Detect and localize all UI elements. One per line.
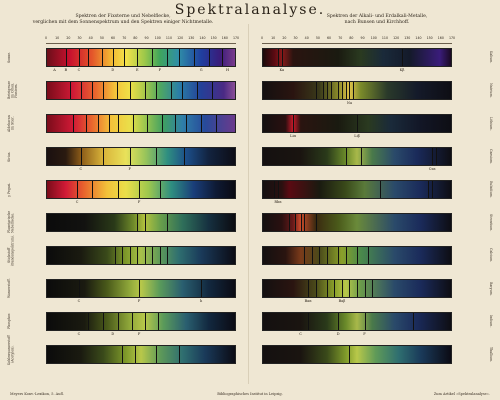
spectral-line [304,247,305,264]
fraunhofer-mark: Liβ [354,134,360,138]
spectral-line [436,148,437,165]
spectral-line [365,313,366,330]
spectrum-label: Natrium. [489,83,493,98]
spectrum-band [262,246,452,265]
spectrum-label: Aldebaran im Stier. [7,115,15,132]
fraunhofer-mark: Ka [279,68,285,72]
spectrum-label: Indium. [489,315,493,328]
spectral-line [361,148,362,165]
spectral-line [73,115,74,132]
spectrum-band [46,147,236,171]
scale-tick: 170 [448,36,456,40]
spectrum-label: Planetarische Nebelflecke. [7,210,15,233]
fraunhofer-mark: Kβ [399,68,405,72]
fraunhofer-mark: Na [346,101,353,105]
spectral-line [201,115,202,132]
spectral-line [160,181,161,198]
spectral-line [293,115,294,132]
fraunhofer-mark: Baβ [338,299,346,303]
scale-tick: 20 [282,36,287,40]
spectral-line [346,148,347,165]
spectral-line [137,247,138,264]
spectral-line [162,115,163,132]
spectrum-row [7,180,238,204]
spectrum-label: Sirius. [7,151,11,162]
spectral-line [432,148,433,165]
fraunhofer-mark: F [363,332,366,336]
spectrum-row [262,246,492,265]
spectrum-row [262,114,493,138]
spectral-line [209,49,210,66]
spectral-line [182,82,183,99]
spectral-line [338,82,339,99]
spectral-line [109,115,110,132]
spectral-line [216,115,217,132]
spectral-line [171,82,172,99]
spectral-line [145,313,146,330]
scale-tick: 160 [437,36,444,40]
scale-tick: 130 [188,36,195,40]
spectrum-band [262,279,452,303]
footer-right: Zum Artikel »Spektralanalyse«. [433,392,490,396]
scale-tick: 60 [327,36,332,40]
scale-tick: 30 [293,36,298,40]
spectral-line [156,346,157,363]
spectral-line [357,280,358,297]
spectral-line [137,49,138,66]
spectrum-label: γ Pegasi. [7,182,11,197]
spectral-line [130,247,131,264]
spectral-line [316,82,317,99]
spectrum-band [262,48,452,72]
spectral-line [357,247,358,264]
right-wavelength-scale [260,36,456,44]
spectral-line [139,280,140,297]
spectral-line [118,181,119,198]
spectral-line [175,115,176,132]
spectral-line [118,313,119,330]
spectrum-band [262,213,452,232]
spectral-line [88,49,89,66]
spectrum-band [262,180,452,204]
spectral-line [79,280,80,297]
fraunhofer-mark: G [199,68,203,72]
spectrum-row [262,279,493,303]
spectral-line [133,115,134,132]
spectrum-band [262,312,452,336]
spectrum-row [262,312,493,336]
spectral-line [197,82,198,99]
spectral-line [349,82,350,99]
spectral-line [137,214,138,231]
spectral-line [319,247,320,264]
scale-tick: 130 [404,36,411,40]
spectral-line [81,148,82,165]
spectrum-band [262,147,452,171]
spectrum-row [262,180,493,204]
spectral-line [135,346,136,363]
spectral-line [145,82,146,99]
left-panel [7,14,240,365]
spectral-line [308,280,309,297]
spectrum-row [8,81,238,100]
spectral-line [349,280,350,297]
scale-tick: 150 [426,36,433,40]
spectral-line [274,181,275,198]
spectral-line [158,313,159,330]
spectral-line [117,82,118,99]
spectral-line [432,181,433,198]
scale-tick: 80 [349,36,354,40]
fraunhofer-mark: F [137,299,141,303]
spectral-line [156,82,157,99]
spectrum-row [262,147,493,171]
spectrum-row [262,81,493,105]
scale-tick: 60 [111,36,116,40]
spectral-line [316,280,317,297]
spectral-line [122,346,123,363]
left-wavelength-scale [44,36,240,44]
spectral-line [92,181,93,198]
spectral-line [102,49,103,66]
spectrum-band [262,81,452,105]
spectral-line [327,247,328,264]
scale-tick: 110 [381,36,388,40]
fraunhofer-mark: C [77,332,81,336]
spectrum-label: Rubidium. [489,181,493,198]
fraunhofer-mark: A [53,68,56,72]
spectral-line [103,313,104,330]
right-heading-line-2: nach Bunsen und Kirchhoff. [344,19,410,25]
spectrum-label: Calcium. [489,248,493,263]
spectral-line [139,181,140,198]
spectral-line [152,49,153,66]
fraunhofer-mark: E [135,68,139,72]
spectral-line [342,280,343,297]
spectral-line [184,148,185,165]
fraunhofer-mark: Liα [290,134,296,138]
spectral-line [145,247,146,264]
fraunhofer-mark: D [111,68,115,72]
spectral-line [334,280,335,297]
spectrum-label: Kohlenwasserstoff (Acetylen). [7,335,15,365]
footer-left: Meyers Konv.-Lexikon, 5. Aufl. [10,392,64,396]
scale-tick: 160 [221,36,228,40]
spectral-line [365,280,366,297]
fraunhofer-mark: Baα [304,299,312,303]
scale-tick: 90 [144,36,149,40]
fraunhofer-mark: C [77,68,81,72]
spectrum-row [262,48,493,72]
spectral-line [167,214,168,231]
spectral-line [380,181,381,198]
scale-tick: 100 [370,36,377,40]
spectrum-band [46,312,236,336]
spectrum-label: Thallium. [489,346,493,363]
scale-tick: 140 [415,36,422,40]
spectral-line [312,247,313,264]
scale-tick: 100 [154,36,161,40]
spectral-line [179,346,180,363]
spectral-line [316,214,317,231]
spectral-line [179,49,180,66]
spectral-line [167,247,168,264]
spectral-line [357,115,358,132]
spectral-line [103,82,104,99]
spectral-line [147,115,148,132]
scale-tick: 90 [360,36,365,40]
spectral-line [349,346,350,363]
left-heading-line-2: verglichen mit dem Sonnenspektrum und den Spektren einiger Nichtmetalle. [32,19,214,25]
spectrum-row [7,147,238,171]
fraunhofer-mark: D [111,332,115,336]
spectral-line [145,214,146,231]
center-gutter [248,24,249,384]
scale-tick: 150 [210,36,217,40]
spectral-line [160,247,161,264]
scale-tick: 50 [99,36,104,40]
scale-tick: 50 [315,36,320,40]
fraunhofer-mark: C [79,167,83,171]
fraunhofer-mark: H [225,68,229,72]
spectral-line [86,115,87,132]
scale-tick: 170 [232,36,240,40]
left-heading-line-1: Spektren der Fixsterne und Nebelflecke, [75,14,171,19]
spectral-line [304,214,305,231]
fraunhofer-mark: D [336,332,340,336]
spectrum-label: Strontium. [489,213,493,232]
scale-tick: 20 [66,36,71,40]
plate-title: Spektralanalyse. [174,2,326,18]
spectral-line [295,214,296,231]
spectrum-row [7,234,238,266]
spectral-line [327,280,328,297]
spectral-line [124,49,125,66]
spectrum-band [262,114,452,138]
spectral-line [79,49,80,66]
spectral-line [77,181,78,198]
fraunhofer-mark: C [75,200,79,204]
spectral-line [289,214,290,231]
spectral-line [212,82,213,99]
spectral-line [113,49,114,66]
fraunhofer-mark: C [299,332,302,336]
spectral-line [98,115,99,132]
spectral-line [66,49,67,66]
spectral-line [282,49,283,66]
spectrum-band [46,180,236,204]
scale-tick: 30 [77,36,82,40]
spectrum-row [7,210,238,233]
spectral-line [413,313,414,330]
spectral-line [194,49,195,66]
scale-tick: 70 [338,36,343,40]
spectrum-row [262,213,492,232]
spectral-line [222,49,223,66]
footer-center: Bibliographisches Institut in Leipzig. [217,392,283,396]
right-panel-heading [262,14,492,36]
spectrum-band [46,81,236,100]
fraunhofer-mark: F [137,332,141,336]
fraunhofer-mark: F [137,200,141,204]
scale-tick: 10 [55,36,60,40]
spectral-line [353,82,354,99]
spectral-line [323,82,324,99]
spectrum-row [7,278,238,303]
spectral-line [122,247,123,264]
spectrum-row [7,48,238,72]
spectral-line [70,82,71,99]
spectrum-row [7,312,238,336]
spectral-line [130,82,131,99]
spectral-line [103,148,104,165]
spectral-line [152,247,153,264]
fraunhofer-mark: Csα [428,167,436,171]
spectrum-band [46,213,236,232]
scale-tick: 120 [177,36,184,40]
spectral-line [278,181,279,198]
left-panel-heading [8,14,238,36]
spectrum-label: Phosphor. [7,313,11,330]
spectrum-label: Sonne. [7,51,11,64]
spectral-line [115,247,116,264]
right-panel [260,14,493,363]
spectral-line [372,280,373,297]
spectral-line [342,82,343,99]
scale-tick: 40 [304,36,309,40]
scale-tick: 0 [260,36,264,40]
spectrum-band [46,279,236,303]
spectrum-label: Beteigeuze im Orion. Fixstern. [7,81,19,100]
spectral-line [346,82,347,99]
fraunhofer-mark: B [64,68,68,72]
spectral-line [130,148,131,165]
spectrum-band [46,345,236,364]
scale-tick: 40 [88,36,93,40]
spectral-line [338,313,339,330]
spectral-line [331,82,332,99]
spectrum-label: Caesium. [489,149,493,164]
right-heading-line-1: Spektren der Alkali- und Erdalkali-Metalle, [326,14,428,19]
spectrum-label: Kalium. [489,51,493,64]
spectral-line [278,49,279,66]
spectral-line [167,49,168,66]
spectral-line [118,115,119,132]
spectral-line [368,247,369,264]
scale-tick: 80 [133,36,138,40]
spectral-line [201,280,202,297]
spectrum-row [8,114,238,133]
spectral-line [346,247,347,264]
spectral-line [338,247,339,264]
scale-tick: 70 [122,36,127,40]
spectral-line [132,313,133,330]
scale-tick: 140 [199,36,206,40]
spectral-line [186,115,187,132]
spectrum-label: Stickstoff (Bandenspektrum). [7,234,15,266]
spectral-line [301,214,302,231]
fraunhofer-mark: F [128,167,131,171]
fraunhofer-mark: h [200,299,203,303]
scale-tick: 10 [271,36,276,40]
spectral-line [428,181,429,198]
scale-tick: 0 [44,36,48,40]
spectrum-band [262,345,452,364]
spectral-line [308,313,309,330]
spectrum-row [7,335,238,365]
fraunhofer-mark: F [158,68,162,72]
spectral-line [327,82,328,99]
spectrum-band [46,246,236,265]
fraunhofer-mark: C [77,299,81,303]
scale-tick: 110 [165,36,172,40]
fraunhofer-mark: Rbα [274,200,282,204]
spectrum-label: Wasserstoff. [7,278,11,299]
spectrum-label: Baryum. [489,281,493,296]
spectral-line [402,49,403,66]
spectral-line [81,82,82,99]
spectral-line [156,148,157,165]
spectrum-label: Lithium. [489,116,493,131]
spectral-line [88,313,89,330]
scale-tick: 120 [393,36,400,40]
spectral-line [92,82,93,99]
spectrum-band [46,48,236,72]
spectrum-band [46,114,236,133]
spectrum-row [262,345,492,364]
